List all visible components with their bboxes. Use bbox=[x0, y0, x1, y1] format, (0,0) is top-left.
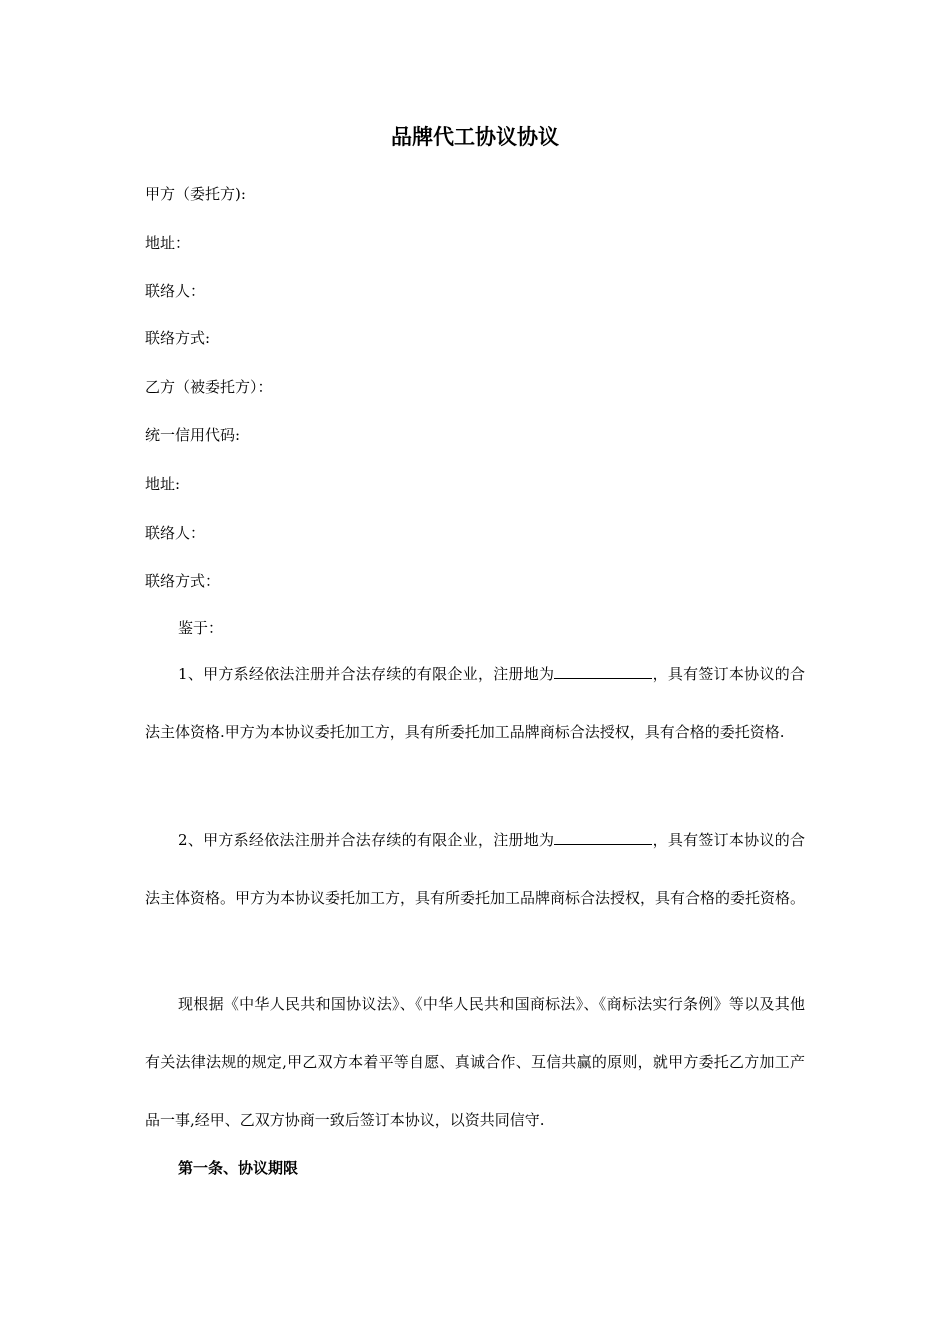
party-a-contact: 联络人： bbox=[145, 282, 206, 300]
party-b-contact: 联络人： bbox=[145, 524, 206, 542]
legal-basis-paragraph: 现根据《中华人民共和国协议法》、《中华人民共和国商标法》、《商标法实行条例》等以及其他有关法律法规的规定,甲乙双方本着平等自愿、真诚合作、互信共赢的原则，就甲方委托乙方加工产品一事,经甲、乙双方协商一致后签订本协议，以资共同信守. bbox=[145, 995, 805, 1129]
clause-2-text-b: ，具有签订本协议的合法主体资格。甲方为本协议委托加工方，具有所委托加工品牌商标合法授权，具有合格的委托资格。 bbox=[145, 831, 806, 907]
clause-1-text-a: 1、甲方系经依法注册并合法存续的有限企业，注册地为 bbox=[178, 665, 555, 683]
party-a-label: 甲方（委托方): bbox=[145, 185, 246, 203]
whereas-label: 鉴于： bbox=[178, 619, 224, 637]
registration-place-blank bbox=[554, 830, 652, 845]
party-b-label: 乙方（被委托方）： bbox=[145, 378, 273, 396]
party-b-address: 地址: bbox=[145, 475, 181, 493]
document-title: 品牌代工协议协议 bbox=[391, 125, 559, 149]
registration-place-blank bbox=[554, 664, 652, 679]
party-a-address: 地址： bbox=[145, 234, 191, 252]
clause-2 bbox=[145, 811, 805, 927]
clause-1-text-b: ，具有签订本协议的合法主体资格.甲方为本协议委托加工方，具有所委托加工品牌商标合法授权，具有合格的委托资格. bbox=[145, 665, 805, 741]
party-b-credit-code: 统一信用代码: bbox=[145, 426, 241, 444]
party-a-contact-method: 联络方式: bbox=[145, 329, 211, 347]
clause-1 bbox=[145, 645, 805, 761]
article-1-heading: 第一条、协议期限 bbox=[178, 1159, 299, 1177]
clause-2-text-a: 2、甲方系经依法注册并合法存续的有限企业，注册地为 bbox=[178, 831, 555, 849]
party-b-contact-method: 联络方式： bbox=[145, 572, 221, 590]
